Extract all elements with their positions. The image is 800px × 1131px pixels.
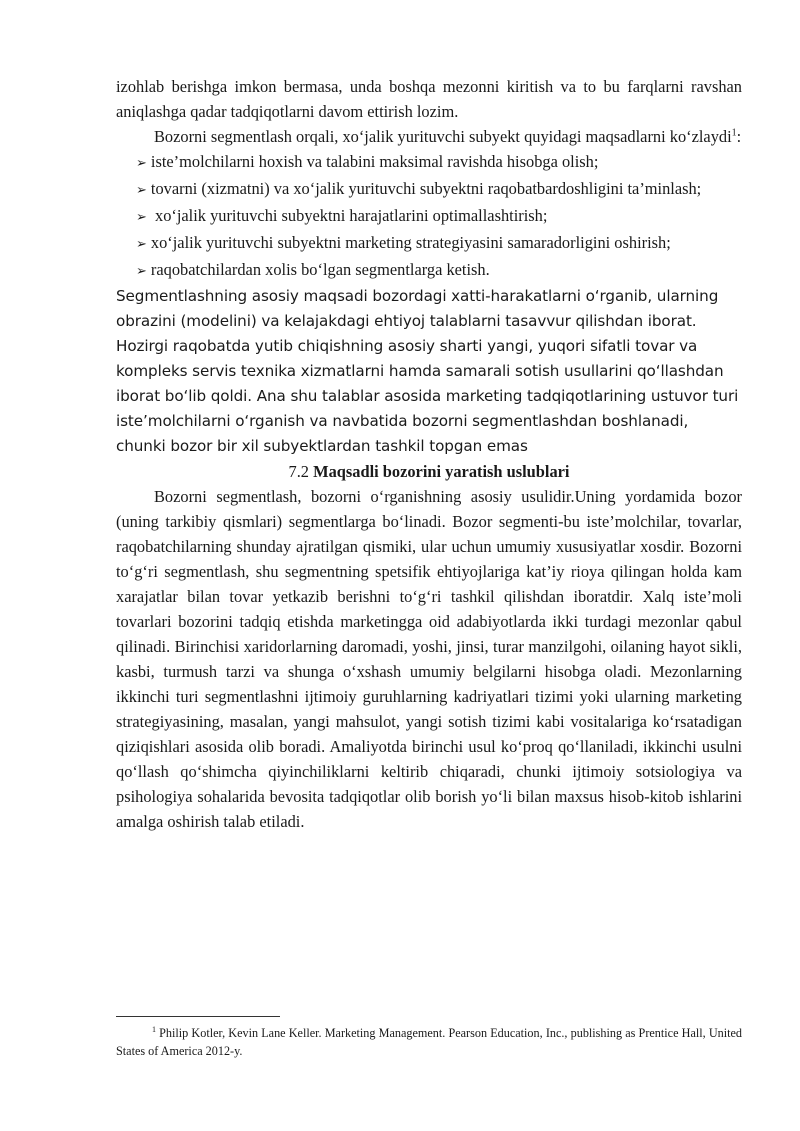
arrow-bullet-icon: ➢ — [136, 210, 147, 225]
bullet-item — [116, 203, 742, 230]
paragraph-goals-lead — [116, 124, 742, 149]
bullet-text: raqobatchilardan xolis bo‘lgan segmentlarga ketish. — [150, 260, 490, 279]
footnote-ref[interactable]: 1 — [731, 127, 737, 139]
bullet-text: xo‘jalik yurituvchi subyektni harajatlarini optimallashtirish; — [150, 206, 548, 225]
section-number: 7.2 — [288, 462, 314, 481]
document-page — [116, 74, 742, 834]
text-line: kompleks servis texnika xizmatlarni hamda samarali sotish usullarini qo‘llashdan — [116, 362, 724, 380]
footnote-divider — [116, 1016, 280, 1017]
goals-lead-text: Bozorni segmentlash orqali, xo‘jalik yurituvchi subyekt quyidagi maqsadlarni ko‘zlaydi — [154, 127, 732, 146]
text-line: obrazini (modelini) va kelajakdagi ehtiyoj talablarni tasavvur qilishdan iborat. — [116, 312, 697, 330]
section-heading — [116, 459, 742, 484]
bullet-text: iste’molchilarni hoxish va talabini maksimal ravishda hisobga olish; — [150, 152, 599, 171]
arrow-bullet-icon: ➢ — [136, 237, 147, 252]
bullet-item — [116, 149, 742, 176]
arrow-bullet-icon: ➢ — [136, 183, 147, 198]
section-title: Maqsadli bozorini yaratish uslublari — [313, 462, 570, 481]
bullet-text: tovarni (xizmatni) va xo‘jalik yurituvchi subyektni raqobatbardoshligini ta’minlash; — [150, 179, 702, 198]
footnote — [116, 1024, 742, 1060]
bullet-item — [116, 257, 742, 284]
segmentation-purpose-block — [116, 284, 742, 459]
text-line: Segmentlashning asosiy maqsadi bozordagi xatti-harakatlarni o‘rganib, ularning — [116, 287, 719, 305]
text-line: iborat bo‘lib qoldi. Ana shu talablar asosida marketing tadqiqotlarining ustuvor turi — [116, 387, 739, 405]
bullet-text: xo‘jalik yurituvchi subyektni marketing strategiyasini samaradorligini oshirish; — [150, 233, 671, 252]
goals-lead-colon: : — [736, 127, 742, 146]
footnote-marker: 1 — [152, 1024, 156, 1034]
text-line: chunki bozor bir xil subyektlardan tashkil topgan emas — [116, 437, 528, 455]
text-line: Hozirgi raqobatda yutib chiqishning asosiy sharti yangi, yuqori sifatli tovar va — [116, 337, 698, 355]
text-line: iste’molchilarni o‘rganish va navbatida bozorni segmentlashdan boshlanadi, — [116, 412, 689, 430]
paragraph-body: Bozorni segmentlash, bozorni o‘rganishning asosiy usulidir.Uning yordamida bozor (uning tarkibiy qismlari) segmentlarga bo‘linadi. Bozor segmenti-bu iste’molchilar, tovarlar, raqobatchilarning shunday ajratilgan qismiki, ular uchun umumiy xususiyatlar xosdir. Bozorni to‘g‘ri segmentlash, shu segmentning spetsifik ehtiyojlariga kat’iy rioya qilingan holda kam xarajatlar bilan tovar yetkazib berishni to‘g‘ri tashkil qilishdan iboratdir. Xalq iste’moli tovarlari bozorini tadqiq etishda marketingga oid adabiyotlarda ikki turdagi mezonlar qabul qilinadi. Birinchisi xaridorlarning daromadi, yoshi, jinsi, turar manzilgohi, oilaning hayot sikli, kasbi, turmush tarzi va shunga o‘xshash umumiy belgilarni hisobga oladi. Mezonlarning ikkinchi turi segmentlashni ijtimoiy guruhlarning kadriyatlari tizimi yoki ularning marketing strategiyasining, masalan, yangi mahsulot, yangi sotish tizimi kabi vositalariga ko‘rsatadigan qiziqishlari asosida olib boradi. Amaliyotda birinchi usul ko‘proq qo‘llaniladi, ikkinchi usulni qo‘llash qo‘shimcha qiyinchiliklarni keltirib chiqaradi, chunki ijtimoiy sotsiologiya va psihologiya sohalarida bevosita tadqiqotlar olib borish yo‘li bilan maxsus hisob-kitob ishlarini amalga oshirish talab etiladi. — [116, 487, 742, 831]
arrow-bullet-icon: ➢ — [136, 156, 147, 171]
arrow-bullet-icon: ➢ — [136, 264, 147, 279]
paragraph-intro: izohlab berishga imkon bermasa, unda boshqa mezonni kiritish va to bu farqlarni ravshan aniqlashga qadar tadqiqotlarni davom ettirish lozim. — [116, 77, 742, 121]
footnote-text: Philip Kotler, Kevin Lane Keller. Marketing Management. Pearson Education, Inc., publishing as Prentice Hall, United States of America 2012-y. — [116, 1026, 742, 1058]
bullet-item — [116, 230, 742, 257]
bullet-item — [116, 176, 742, 203]
